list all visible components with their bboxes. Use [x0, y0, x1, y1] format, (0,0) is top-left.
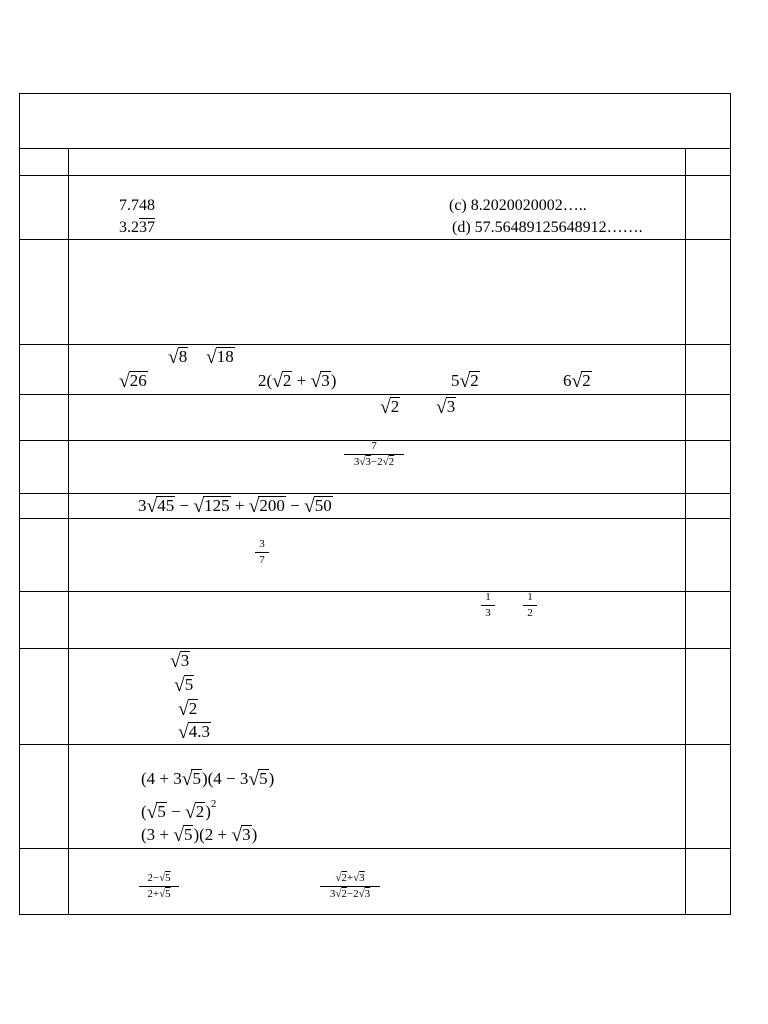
q11-fraction-a: $\frac{2-√5}{2+√5}$ — [139, 873, 179, 900]
q4-sqrt-3: √3 — [436, 397, 456, 418]
row-divider — [20, 648, 730, 649]
row-divider — [20, 394, 730, 395]
q9-option-c: √2 — [178, 699, 198, 720]
q10-expression-b: $(√5 - √2)^2$ — [141, 798, 217, 823]
q10-expression-a: (4 + 3√5)(4 − 3√5) — [141, 769, 275, 790]
row-divider — [20, 175, 730, 176]
row-divider — [20, 344, 730, 345]
q10-expression-c: (3 + √5)(2 + √3) — [141, 825, 258, 846]
q4-sqrt-2: √2 — [380, 397, 400, 418]
column-divider — [68, 148, 69, 915]
row-divider — [20, 493, 730, 494]
q9-option-d: √4.3 — [178, 722, 210, 743]
row-divider — [20, 148, 730, 149]
q9-option-b: √5 — [174, 675, 194, 696]
q11-fraction-b: $\frac{√2+√3}{3√2-2√3}$ — [320, 873, 380, 900]
row-divider — [20, 848, 730, 849]
q8-fraction-one-third: $\frac{1}{3}$ — [481, 592, 495, 619]
q9-option-a: √3 — [170, 651, 190, 672]
q1-option-a: 7.748 — [119, 197, 155, 214]
q3-option-d: 6√2 — [563, 371, 591, 392]
q1-option-b: 3.237 — [119, 219, 155, 236]
q5-fraction: $\frac{7}{3√3-2√2}$ — [344, 441, 404, 468]
row-divider — [20, 744, 730, 745]
q8-fraction-one-half: $\frac{1}{2}$ — [523, 592, 537, 619]
q3-sqrt-8: √8 — [168, 347, 188, 368]
q3-option-a: √26 — [119, 371, 147, 392]
q6-expression: 3√45 − √125 + √200 − √50 — [138, 496, 332, 517]
row-divider — [20, 518, 730, 519]
row-divider — [20, 239, 730, 240]
q1-option-c: (c) 8.2020020002….. — [449, 197, 587, 214]
column-divider — [685, 148, 686, 915]
q1-option-d: (d) 57.56489125648912……. — [452, 219, 643, 236]
q3-sqrt-18: √18 — [206, 347, 234, 368]
row-divider — [20, 591, 730, 592]
question-table — [19, 93, 731, 915]
q3-option-b: 2(√2 + √3) — [258, 371, 337, 392]
q7-fraction: $\frac{3}{7}$ — [255, 539, 269, 566]
q3-option-c: 5√2 — [451, 371, 479, 392]
